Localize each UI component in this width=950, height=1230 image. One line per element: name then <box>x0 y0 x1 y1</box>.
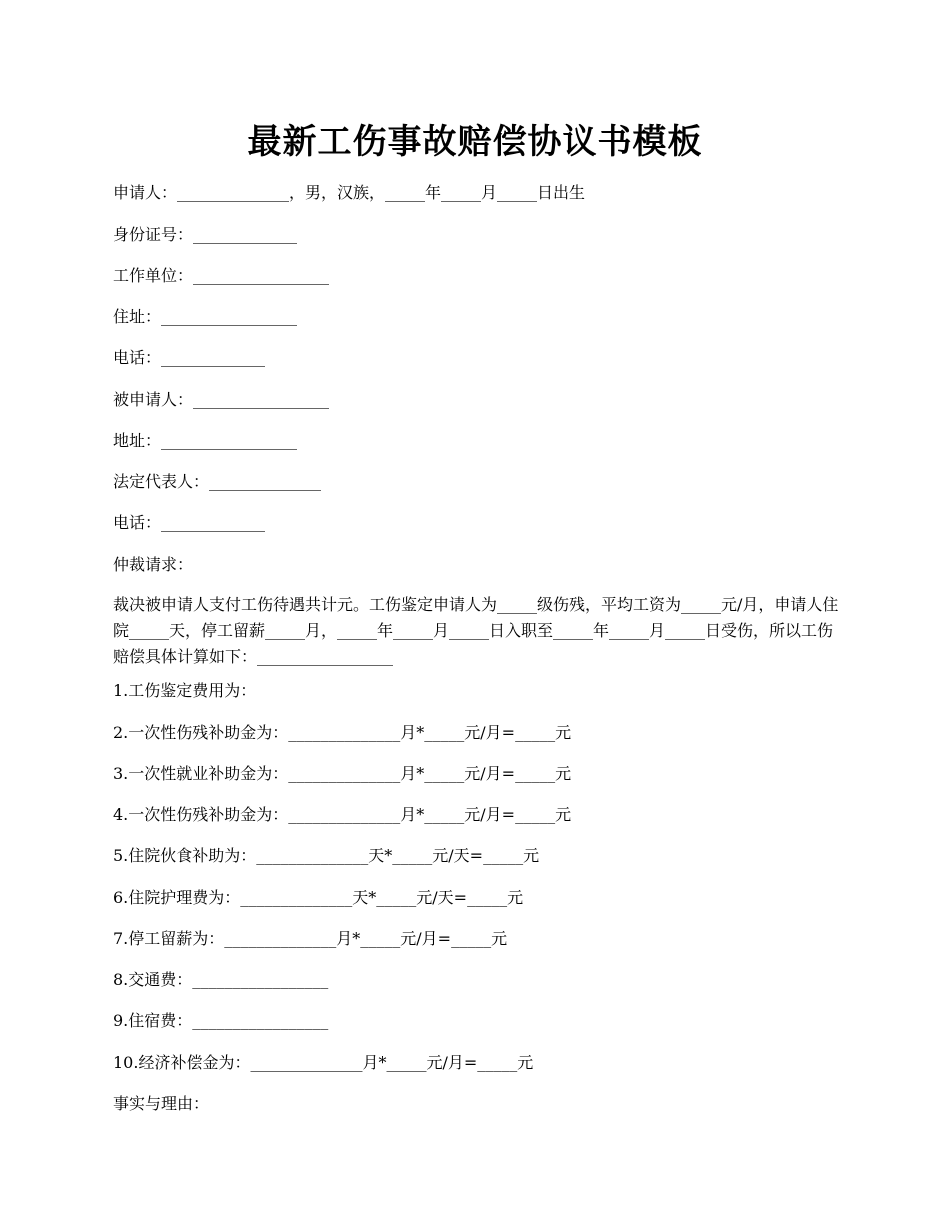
arbitration-request-heading: 仲裁请求： <box>113 555 194 574</box>
respondent-line: 被申请人：_________________ <box>113 390 330 409</box>
list-item: 8.交通费：_________________ <box>113 970 329 989</box>
list-item: 6.住院护理费为：______________天*_____元/天=_____元 <box>113 888 524 907</box>
list-item: 9.住宿费：_________________ <box>113 1011 329 1030</box>
work-unit-line: 工作单位：_________________ <box>113 266 330 285</box>
legal-representative-line: 法定代表人：______________ <box>113 472 322 491</box>
list-item: 7.停工留薪为：______________月*_____元/月=_____元 <box>113 929 508 948</box>
list-item: 3.一次性就业补助金为：______________月*_____元/月=_____元 <box>113 764 572 783</box>
list-item: 1.工伤鉴定费用为： <box>113 681 257 700</box>
applicant-line: 申请人：______________，男，汉族，_____年_____月_____日出生 <box>113 183 586 202</box>
id-number-line: 身份证号：_____________ <box>113 225 298 244</box>
facts-and-reasons-heading: 事实与理由： <box>113 1094 210 1113</box>
address-line: 住址：_________________ <box>113 307 298 326</box>
respondent-phone-line: 电话：_____________ <box>113 513 266 532</box>
list-item: 10.经济补偿金为：______________月*_____元/月=_____元 <box>113 1053 534 1072</box>
phone-line: 电话：_____________ <box>113 348 266 367</box>
respondent-address-line: 地址：_________________ <box>113 431 298 450</box>
document-title: 最新工伤事故赔偿协议书模板 <box>247 122 703 162</box>
claim-paragraph: 裁决被申请人支付工伤待遇共计元。工伤鉴定申请人为_____级伤残，平均工资为_____元/月，申请人住院_____天，停工留薪_____月，_____年_____月_____日入职至_____年_____月_____日受伤，所以工伤赔偿具体计算如下：_________________ <box>113 595 839 666</box>
list-item: 2.一次性伤残补助金为：______________月*_____元/月=_____元 <box>113 723 572 742</box>
list-item: 5.住院伙食补助为：______________天*_____元/天=_____元 <box>113 846 540 865</box>
list-item: 4.一次性伤残补助金为：______________月*_____元/月=_____元 <box>113 805 572 824</box>
